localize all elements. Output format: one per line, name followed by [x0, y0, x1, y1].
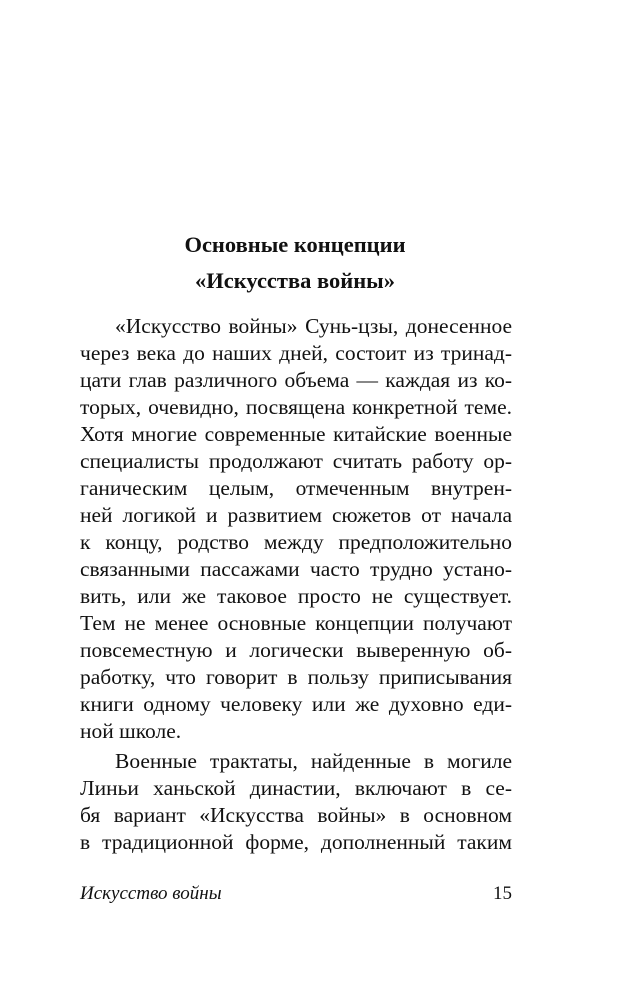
paragraph-1-line: специалисты продолжают считать работу ор- — [80, 449, 512, 473]
paragraph-1-line: ной школе. — [80, 719, 182, 743]
paragraph-2-line: в традиционной форме, дополненный таким — [80, 830, 512, 854]
paragraph-2-line: Военные трактаты, найденные в могиле — [115, 749, 512, 773]
paragraph-1-line: повсеместную и логически выверенную об- — [80, 638, 512, 662]
paragraph-1-line: цати глав различного объема — каждая из ко- — [80, 368, 512, 392]
paragraph-1-line: ней логикой и развитием сюжетов от начала — [80, 503, 512, 527]
section-heading-line-2: «Искусства войны» — [195, 268, 395, 293]
paragraph-2-line: бя вариант «Искусства войны» в основном — [80, 803, 512, 827]
paragraph-2-line: Линьи ханьской династии, включают в се- — [80, 776, 512, 800]
paragraph-1-line: торых, очевидно, посвящена конкретной теме. — [80, 395, 512, 419]
paragraph-1-line: работку, что говорит в пользу приписывания — [80, 665, 512, 689]
running-footer-book-title: Искусство войны — [80, 883, 222, 904]
paragraph-1-line: вить, или же таковое просто не существует. — [80, 584, 512, 608]
paragraph-1-line: к концу, родство между предположительно — [80, 530, 512, 554]
section-heading-line-1: Основные концепции — [184, 232, 406, 257]
paragraph-1-line: Тем не менее основные концепции получают — [80, 611, 512, 635]
paragraph-1-line: связанными пассажами часто трудно устано- — [80, 557, 512, 581]
paragraph-1-line: книги одному человеку или же духовно еди- — [80, 692, 512, 716]
paragraph-1-line: ганическим целым, отмеченным внутрен- — [80, 476, 512, 500]
paragraph-1-line: «Искусство войны» Сунь-цзы, донесенное — [115, 314, 512, 338]
paragraph-1-line: Хотя многие современные китайские военные — [80, 422, 512, 446]
paragraph-1-line: через века до наших дней, состоит из тринад- — [80, 341, 512, 365]
page-number: 15 — [493, 883, 512, 904]
